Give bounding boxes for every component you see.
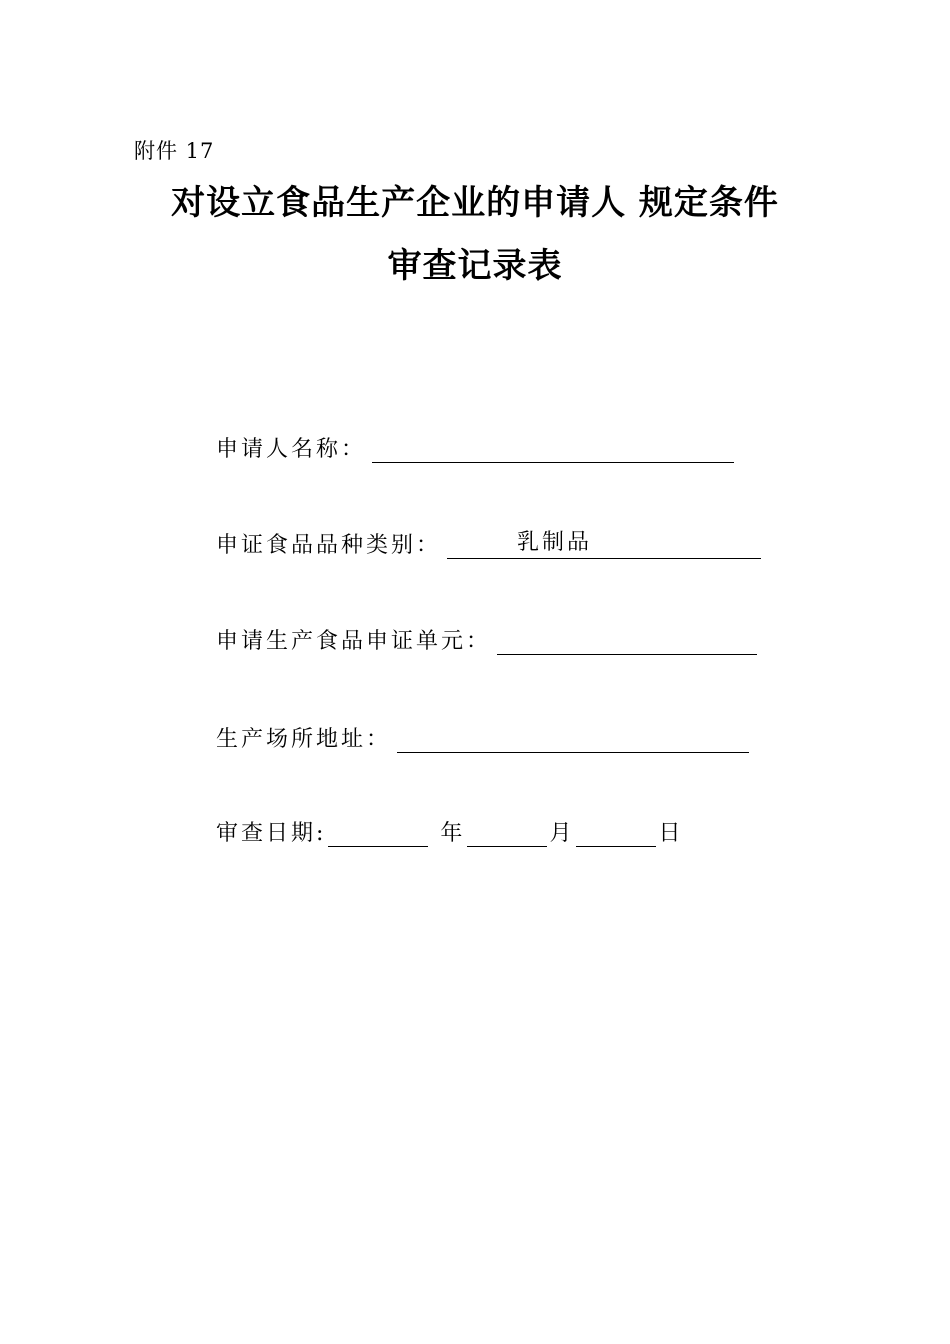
review-date-row <box>216 816 685 847</box>
review-day-blank[interactable] <box>576 820 656 847</box>
food-unit-label: 申请生产食品申证单元： <box>216 629 492 654</box>
month-unit: 月 <box>549 821 575 846</box>
year-unit: 年 <box>440 821 466 846</box>
food-category-blank[interactable] <box>447 532 761 559</box>
site-address-label: 生产场所地址： <box>216 727 392 752</box>
food-unit-blank[interactable] <box>497 628 757 655</box>
site-address-row <box>216 722 749 753</box>
attachment-label: 附件 17 <box>134 139 215 163</box>
food-unit-row <box>216 624 757 655</box>
site-address-blank[interactable] <box>397 726 749 753</box>
review-date-label: 审查日期: <box>216 821 327 846</box>
day-unit: 日 <box>658 821 684 846</box>
applicant-name-label: 申请人名称： <box>216 437 367 462</box>
applicant-name-blank[interactable] <box>372 436 734 463</box>
food-category-label: 申证食品品种类别： <box>216 533 442 558</box>
document-title-line-2: 审查记录表 <box>387 246 563 286</box>
food-category-row <box>216 528 761 559</box>
review-year-blank[interactable] <box>328 820 428 847</box>
review-month-blank[interactable] <box>467 820 547 847</box>
document-title-line-1: 对设立食品生产企业的申请人 规定条件 <box>171 183 779 223</box>
food-category-value: 乳制品 <box>517 530 593 555</box>
applicant-name-row <box>216 432 734 463</box>
